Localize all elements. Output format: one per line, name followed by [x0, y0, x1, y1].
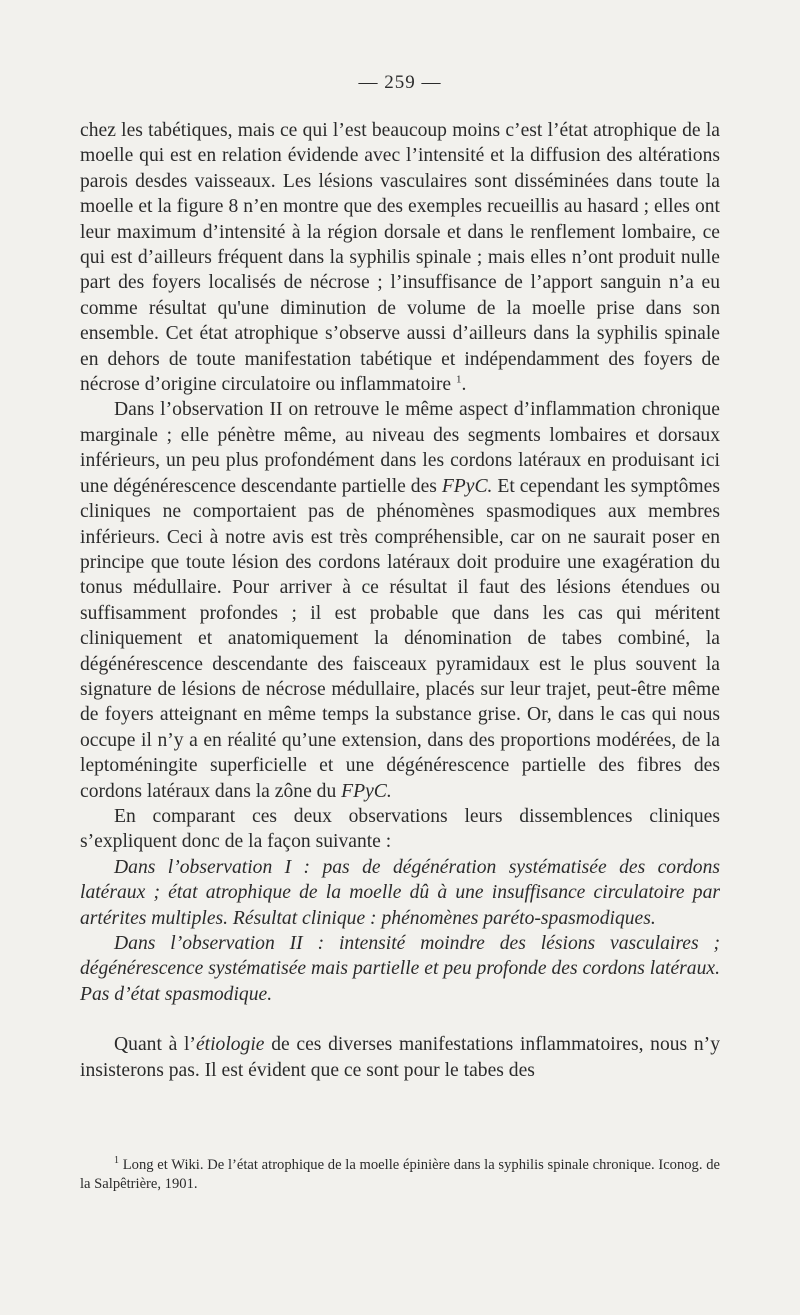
- page-number: — 259 —: [358, 72, 442, 93]
- etiology-lead: Quant à l’: [114, 1034, 196, 1056]
- paragraph-gap: [80, 1007, 720, 1032]
- body-text: [80, 118, 720, 1083]
- fpyc-abbreviation: FPyC.: [341, 780, 392, 802]
- paragraph-etiology: [80, 1032, 720, 1083]
- footnote: [80, 1156, 720, 1194]
- paragraph-3: En comparant ces deux observations leurs dissemblences cliniques s’expliquent donc de la façon suivante :: [80, 805, 720, 853]
- fpyc-abbreviation: FPyC.: [441, 475, 493, 497]
- footnote-text: Long et Wiki. De l’état atrophique de la moelle épinière dans la syphilis spinale chronique. Iconog. de la Salpêtrière, 1901.: [80, 1157, 721, 1192]
- paragraph-1-text: chez les tabétiques, mais ce qui l’est beaucoup moins c’est l’état atrophique de la moelle qui est en relation évidende avec l’intensité et la diffusion des altérations parois desdes vaisseaux. Les lésions vasculaires sont disséminées dans toute la moelle et la figure 8 n’en montre que des exemples recueillis au hasard ; elles ont leur maximum d’intensité à la région dorsale et dans le renflement lombaire, ce qui est d’ailleurs fréquent dans la syphilis spinale ; mais elles n’ont produit nulle part des foyers localisés de nécrose ; l’insuffisance de l’apport sanguin n’a eu comme résultat qu'une diminution de volume de la moelle prise dans son ensemble. Cet état atrophique s’observe aussi d’ailleurs dans la syphilis spinale en dehors de toute manifestation tabétique et indépendamment des foyers de nécrose d’origine circulatoire ou inflammatoire: [80, 120, 720, 396]
- paragraph-1: chez les tabétiques, mais ce qui l’est beaucoup moins c’est l’état atrophique de la moelle qui est en relation évidende avec l’intensité et la diffusion des altérations parois desdes vaisseaux. Les lésions vasculaires sont disséminées dans toute la moelle et la figure 8 n’en montre que des exemples recueillis au hasard ; elles ont leur maximum d’intensité à la région dorsale et dans le renflement lombaire, ce qui est d’ailleurs fréquent dans la syphilis spinale ; mais elles n’ont produit nulle part des foyers localisés de nécrose ; l’insuffisance de l’apport sanguin n’a eu comme résultat qu'une diminution de volume de la moelle prise dans son ensemble. Cet état atrophique s’observe aussi d’ailleurs dans la syphilis spinale en dehors de toute manifestation tabétique et indépendamment des foyers de nécrose d’origine circulatoire ou inflammatoire $^1$.: [80, 120, 720, 396]
- paragraph-2: [80, 397, 720, 804]
- footnote-reference: 1: [455, 373, 462, 386]
- observation-1-summary: Dans l’observation I : pas de dégénération systématisée des cordons latéraux ; état atrophique de la moelle dû à une insuffisance circulatoire par artérites multiples. Résultat clinique : phénomènes paréto-spasmodiques.: [80, 856, 720, 929]
- observation-2-summary: Dans l’observation II : intensité moindre des lésions vasculaires ; dégénérescence systématisée mais partielle et peu profonde des cordons latéraux. Pas d’état spasmodique.: [80, 933, 720, 1005]
- etiology-term: étiologie: [195, 1034, 265, 1056]
- paragraph-2-continuation: Et cependant les symptômes cliniques ne comportaient pas de phénomènes spasmodiques aux membres inférieurs. Ceci à notre avis est très compréhensible, car on ne saurait poser en principe que toute lésion des cordons latéraux doit produire une exagération du tonus médullaire. Pour arriver à ce résultat il faut des lésions étendues ou suffisamment profondes ; il est probable que dans les cas qui méritent cliniquement et anatomiquement la dénomination de tabes combiné, la dégénérescence descendante des faisceaux pyramidaux est le plus souvent la signature de lésions de nécrose médullaire, placés sur leur trajet, peut-être même de foyers atteignant en même temps la substance grise. Or, dans le cas qui nous occupe il n’y a en réalité qu’une extension, dans des proportions modérées, de la leptoméningite superficielle et une dégénérescence partielle des fibres des cordons latéraux dans la zône du: [80, 475, 720, 802]
- paragraph-2-text: Dans l’observation II on retrouve le même aspect d’inflammation chronique marginale ; elle pénètre même, au niveau des segments lombaires et dorsaux inférieurs, un peu plus profondément dans les cordons latéraux en produisant ici une dégénérescence descendante partielle des: [80, 399, 720, 497]
- etiology-text: de ces diverses manifestations inflammatoires, nous n’y insisterons pas. Il est évident que ce sont pour le tabes des: [80, 1034, 720, 1081]
- footnote-marker: 1: [114, 1155, 119, 1167]
